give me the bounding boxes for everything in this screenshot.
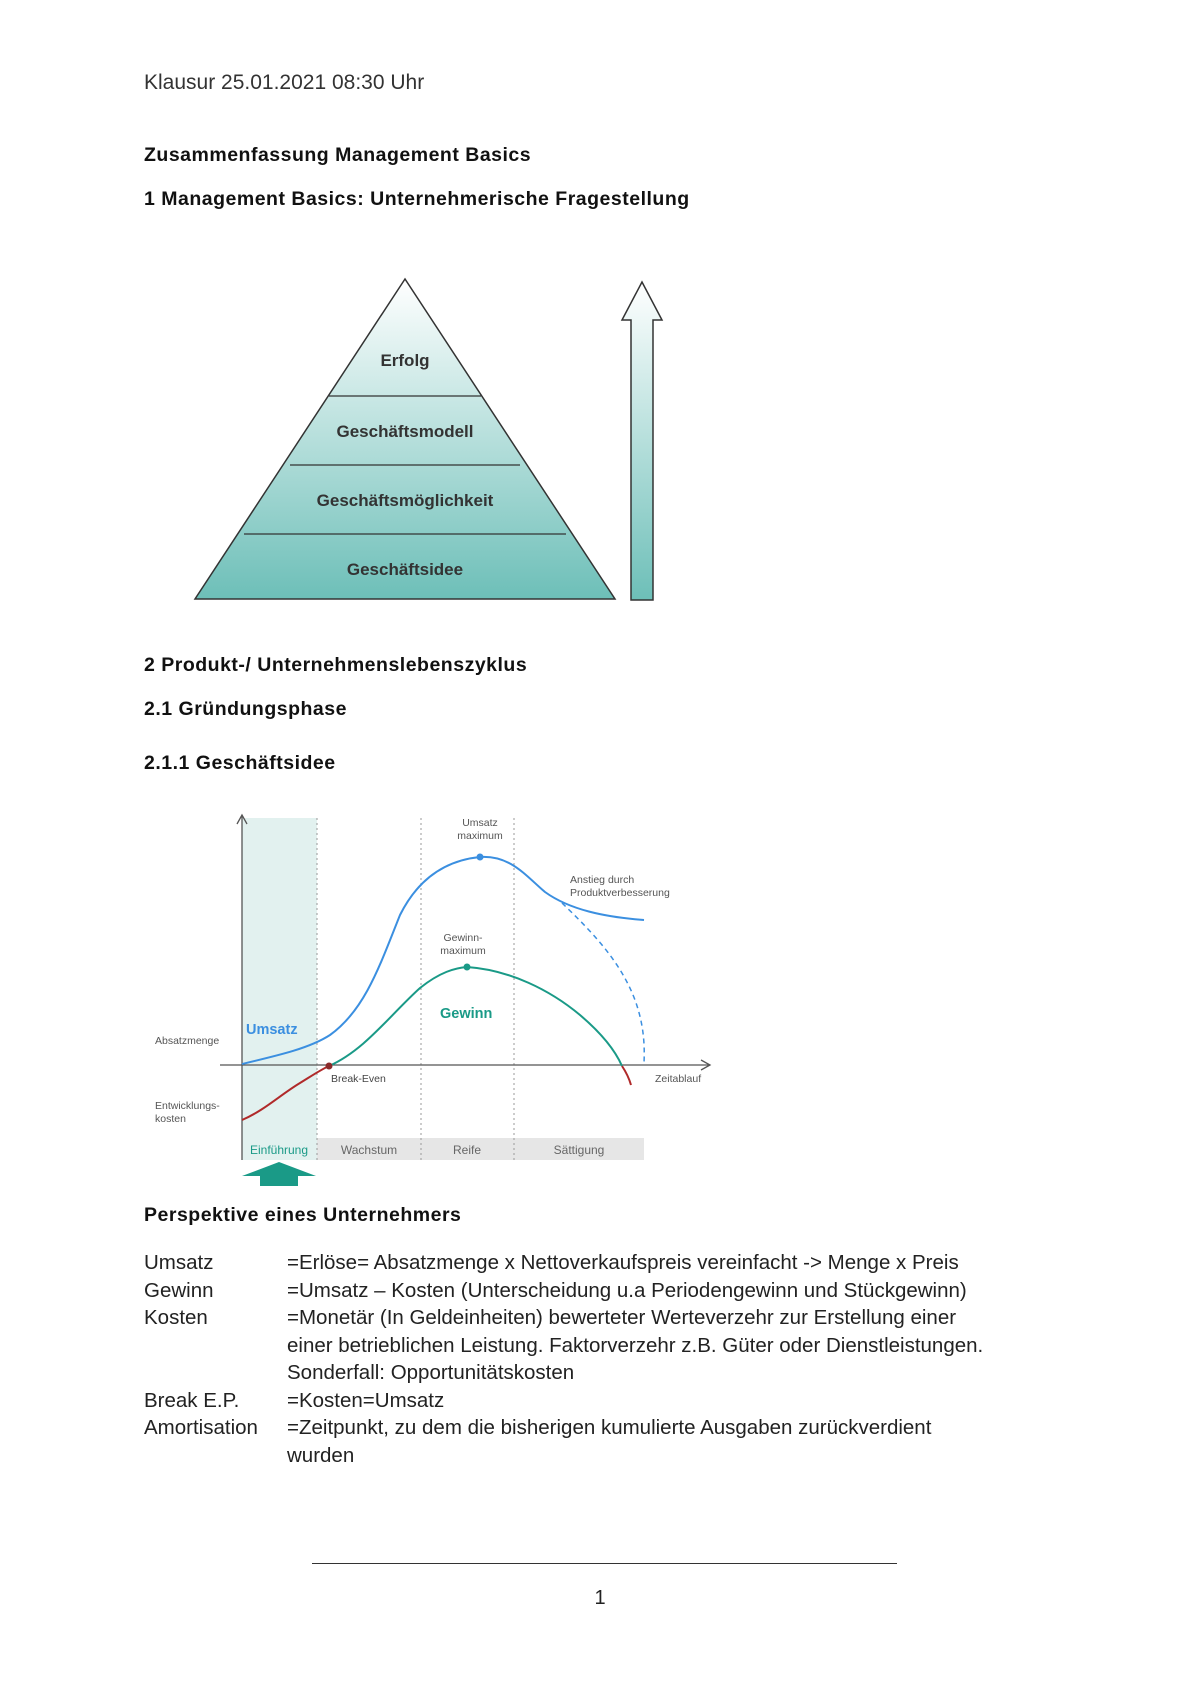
definition-text: =Zeitpunkt, zu dem die bisherigen kumulierte Ausgaben zurückverdient	[287, 1416, 932, 1439]
einfuehrung-shade	[242, 818, 317, 1160]
page-header: Klausur 25.01.2021 08:30 Uhr	[144, 71, 425, 94]
pyramid-diagram	[180, 270, 670, 610]
definition-row	[144, 1414, 1104, 1469]
umsatz-decline-dashed	[562, 903, 644, 1063]
umsatz-max-label-1: Umsatz	[462, 817, 498, 829]
definition-text: =Umsatz – Kosten (Unterscheidung u.a Periodengewinn und Stückgewinn)	[287, 1278, 967, 1302]
gewinn-max-label-2: maximum	[440, 945, 486, 957]
anstieg-label-1: Anstieg durch	[570, 874, 635, 886]
pyramid-level-geschaeftsmoeglichkeit: Geschäftsmöglichkeit	[316, 491, 494, 510]
footer-divider	[312, 1563, 897, 1564]
definition-text: =Erlöse= Absatzmenge x Nettoverkaufspreis vereinfacht -> Menge x Preis	[287, 1251, 959, 1274]
definition-row	[144, 1277, 1104, 1305]
phase-wachstum: Wachstum	[340, 1143, 398, 1157]
break-even-label: Break-Even	[331, 1073, 386, 1085]
definition-term: Amortisation	[144, 1416, 258, 1439]
definition-row	[144, 1387, 1104, 1415]
gewinn-max-point	[464, 964, 471, 971]
absatzmenge-label: Absatzmenge	[155, 1035, 220, 1047]
gewinn-max-label-1: Gewinn-	[443, 932, 483, 944]
umsatz-label: Umsatz	[246, 1022, 298, 1038]
anstieg-label-2: Produktverbesserung	[570, 887, 670, 899]
gewinn-label: Gewinn	[440, 1006, 493, 1022]
definition-term: Gewinn	[144, 1278, 214, 1302]
pyramid-level-geschaeftsidee: Geschäftsidee	[346, 560, 464, 579]
phase-saettigung: Sättigung	[553, 1143, 605, 1157]
page-number: 1	[594, 1587, 606, 1609]
phase-einfuehrung: Einführung	[249, 1143, 309, 1157]
definition-text: =Monetär (In Geldeinheiten) bewerteter Werteverzehr zur Erstellung einer	[287, 1306, 957, 1329]
pyramid-level-geschaeftsmodell: Geschäftsmodell	[336, 422, 474, 441]
definition-text: =Kosten=Umsatz	[287, 1388, 445, 1412]
lifecycle-diagram	[150, 810, 720, 1190]
section-heading-2: 2 Produkt-/ Unternehmenslebenszyklus	[144, 654, 528, 676]
section-heading-2-1: 2.1 Gründungsphase	[144, 698, 347, 720]
break-even-point	[326, 1063, 333, 1070]
document-title: Zusammenfassung Management Basics	[144, 144, 532, 166]
definition-term: Break E.P.	[144, 1388, 240, 1412]
entwicklungskosten-label-2: kosten	[155, 1113, 186, 1125]
definition-text: einer betrieblichen Leistung. Faktorverzehr z.B. Güter oder Dienstleistungen.	[287, 1333, 984, 1357]
definition-row	[144, 1304, 1104, 1387]
umsatz-max-point	[477, 854, 484, 861]
definition-row	[144, 1249, 1104, 1277]
entwicklungskosten-label-1: Entwicklungs-	[155, 1100, 220, 1112]
kosten-curve-end	[622, 1066, 631, 1085]
definition-term: Umsatz	[144, 1251, 214, 1274]
definition-term: Kosten	[144, 1306, 208, 1329]
section-heading-2-1-1: 2.1.1 Geschäftsidee	[144, 752, 336, 774]
section-heading-1: 1 Management Basics: Unternehmerische Fragestellung	[144, 188, 690, 210]
einfuehrung-arrow-icon	[242, 1162, 316, 1186]
definition-text: Sonderfall: Opportunitätskosten	[287, 1361, 575, 1384]
definition-list	[144, 1249, 1104, 1469]
up-arrow-icon	[622, 282, 662, 600]
phase-reife: Reife	[452, 1143, 482, 1157]
pyramid-level-erfolg: Erfolg	[380, 351, 430, 370]
umsatz-max-label-2: maximum	[457, 830, 503, 842]
definition-text: wurden	[287, 1443, 355, 1467]
zeitablauf-label: Zeitablauf	[655, 1073, 702, 1085]
perspective-heading: Perspektive eines Unternehmers	[144, 1204, 462, 1226]
